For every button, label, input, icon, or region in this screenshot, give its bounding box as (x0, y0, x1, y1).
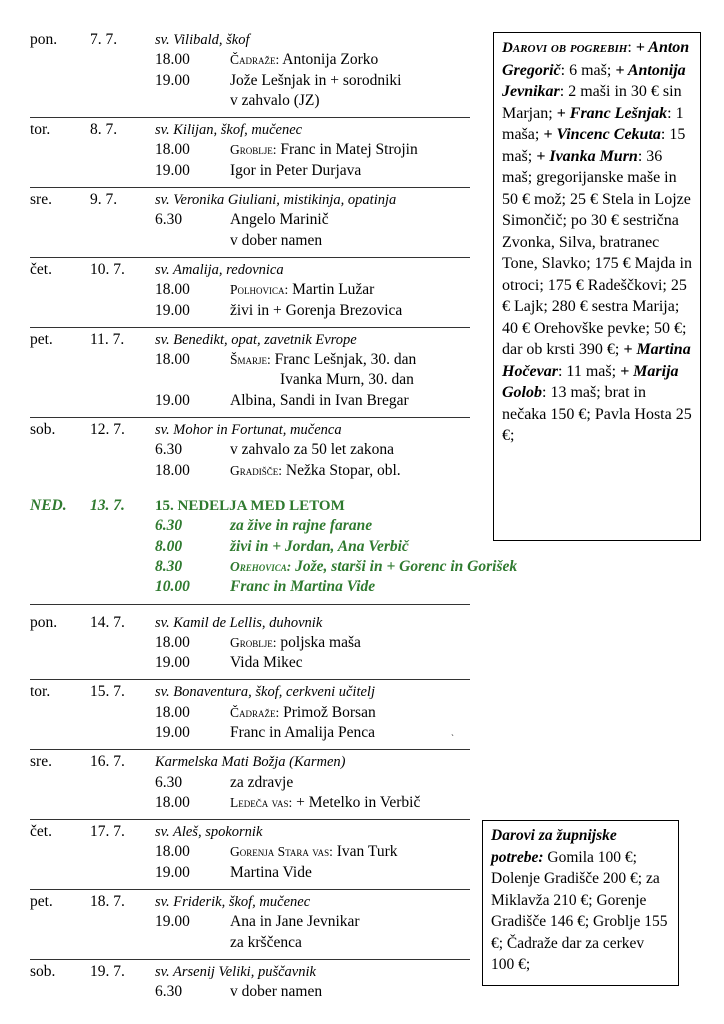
intention-text: Vida Mikec (230, 654, 303, 672)
mass-intention (230, 982, 322, 1002)
date: 8. 7. (90, 121, 118, 139)
mass-time: 18.00 (155, 351, 190, 369)
parish-donations-text: Gomila 100 €; Dolenje Gradišče 200 €; za Miklavža 210 €; Gorenje Gradišče 146 €; Groblje 155 €; Čadraže dar za cerkev 100 €; (491, 848, 668, 973)
day-of-week: sre. (30, 753, 52, 771)
mass-time: 6.30 (155, 517, 183, 535)
mass-intention (230, 71, 401, 91)
intention-text: v dober namen (230, 231, 323, 249)
mass-intention (230, 50, 378, 70)
mass-intention (230, 516, 372, 536)
date: 13. 7. (90, 497, 125, 514)
mass-intention (230, 461, 401, 481)
intention-text: Martina Vide (230, 863, 312, 881)
intention-text: v zahvalo za 50 let zakona (230, 441, 394, 459)
mass-intention (230, 161, 361, 181)
saint-of-day: sv. Arsenij Veliki, puščavnik (155, 964, 316, 980)
intention-text: Ivanka Murn, 30. dan (280, 371, 414, 389)
funeral-donations-title: Darovi ob pogrebih (502, 40, 628, 56)
mass-intention (230, 350, 416, 370)
donation-text: : 1 maša; (502, 104, 684, 143)
mass-intention (230, 912, 360, 932)
intention-text: Franc in Amalija Penca (230, 723, 376, 741)
intention-text: živi in + Jordan, Ana Verbič (230, 537, 409, 555)
intention-text: Ivan Turk (336, 843, 398, 861)
mass-time: 19.00 (155, 391, 190, 409)
mass-time: 10.00 (155, 578, 190, 596)
mass-intention (230, 773, 293, 793)
mass-time: 18.00 (155, 703, 190, 721)
mass-time: 19.00 (155, 161, 190, 179)
deceased-name: + Franc Lešnjak (556, 104, 668, 122)
intention-text: za žive in rajne farane (230, 517, 373, 535)
stray-mark: ˏ (451, 726, 454, 736)
date: 12. 7. (90, 421, 125, 439)
deceased-name: + Vincenc Cekuta (543, 126, 661, 143)
donation-text: : 11 maš; (557, 362, 621, 380)
mass-intention (230, 703, 376, 723)
intention-text: Ana in Jane Jevnikar (230, 913, 360, 931)
mass-time: 8.30 (155, 557, 183, 575)
donation-text: : 36 maš; gregorijanske maše in 50 € mož; 25 € Stela in Lojze Simončič; po 30 € sestrična Zvonka, Silva, bratranec Tone, Slavko; 175 € Majda in otroci; 175 € Radeščkovi; 25 € Lajk; 280 € sestra Marija; 40 € Orehovške pevke; 50 €; dar ob krsti 390 €; (502, 147, 692, 358)
mass-location: Groblje: (230, 634, 277, 650)
intention-text: + Metelko in Verbič (296, 793, 421, 811)
saint-of-day: sv. Mohor in Fortunat, mučenca (155, 422, 342, 439)
intention-text: Albina, Sandi in Ivan Bregar (230, 391, 409, 409)
mass-intention (230, 863, 312, 883)
date: 9. 7. (90, 191, 118, 209)
mass-intention (230, 653, 303, 673)
mass-intention (230, 391, 409, 411)
saint-of-day: sv. Benedikt, opat, zavetnik Evrope (155, 331, 357, 348)
mass-time: 18.00 (155, 633, 190, 651)
day-of-week: pon. (30, 613, 58, 631)
donation-text: : (627, 39, 636, 56)
mass-intention (230, 537, 409, 557)
mass-time: 19.00 (155, 913, 190, 931)
saint-of-day: sv. Veronika Giuliani, mistikinja, opatinja (155, 192, 397, 209)
donation-text: : 13 maš; brat in nečaka 150 €; Pavla Hosta 25 €; (502, 384, 692, 444)
mass-time: 18.00 (155, 793, 190, 811)
mass-location: Čadraže: (230, 52, 280, 68)
mass-time: 18.00 (155, 51, 190, 69)
mass-location: Šmarje: (230, 352, 271, 368)
mass-time: 8.00 (155, 537, 183, 555)
day-of-week: pet. (30, 893, 53, 911)
date: 10. 7. (90, 261, 125, 278)
mass-location: Ledeča vas: (230, 794, 293, 810)
day-block (30, 682, 470, 750)
mass-location: Groblje: (230, 142, 277, 158)
mass-intention (230, 440, 394, 460)
day-of-week: sob. (30, 421, 56, 439)
saint-of-day: sv. Vilibald, škof (155, 32, 250, 48)
parish-donations-box (482, 820, 679, 986)
mass-time: 19.00 (155, 71, 190, 89)
mass-location: Gradišče: (230, 462, 283, 478)
mass-time: 6.30 (155, 441, 183, 459)
day-block (30, 752, 470, 820)
sunday-title: 15. NEDELJA MED LETOM (155, 498, 345, 514)
day-block (30, 190, 470, 258)
intention-text: v zahvalo (JZ) (230, 91, 320, 109)
mass-intention (230, 140, 418, 160)
day-of-week: sre. (30, 191, 52, 209)
date: 15. 7. (90, 683, 125, 701)
mass-intention (230, 301, 402, 321)
intention-text: Antonija Zorko (282, 51, 379, 69)
deceased-name: + Antonija Jevnikar (502, 61, 686, 100)
day-of-week: tor. (30, 121, 51, 139)
mass-location: Orehovica: (230, 558, 292, 574)
mass-intention (230, 842, 398, 862)
day-of-week: sob. (30, 963, 56, 980)
day-of-week: pet. (30, 330, 53, 348)
mass-intention (230, 280, 374, 300)
intention-text: v dober namen (230, 983, 323, 1001)
mass-time: 18.00 (155, 461, 190, 479)
date: 19. 7. (90, 963, 125, 980)
saint-of-day: sv. Kamil de Lellis, duhovnik (155, 614, 323, 631)
day-of-week: pon. (30, 31, 58, 48)
day-block (30, 613, 470, 681)
deceased-name: + Ivanka Murn (536, 147, 638, 165)
day-block (30, 822, 470, 890)
day-block (30, 120, 470, 188)
intention-text: Nežka Stopar, obl. (285, 461, 401, 479)
mass-intention (230, 577, 375, 597)
date: 11. 7. (90, 330, 125, 348)
donation-text: : 15 maš; (502, 126, 686, 165)
mass-time: 19.00 (155, 723, 190, 741)
intention-text: Franc in Matej Strojin (280, 141, 418, 159)
date: 18. 7. (90, 893, 125, 911)
intention-text: za krščenca (230, 933, 302, 951)
intention-text: Franc Lešnjak, 30. dan (274, 351, 417, 369)
date: 16. 7. (90, 753, 125, 771)
day-block (30, 420, 470, 487)
mass-intention (230, 557, 517, 577)
day-of-week: NED. (30, 497, 67, 514)
mass-intention (230, 633, 361, 653)
sunday-block (30, 496, 518, 605)
intention-text: poljska maša (280, 633, 361, 651)
saint-of-day: sv. Kilijan, škof, mučenec (155, 122, 303, 139)
intention-text: za zdravje (230, 773, 294, 791)
donation-text: : 6 maš; (560, 61, 616, 79)
saint-of-day: sv. Friderik, škof, mučenec (155, 894, 311, 911)
mass-time: 19.00 (155, 654, 190, 672)
date: 7. 7. (90, 31, 118, 48)
intention-text: Angelo Marinič (230, 211, 329, 229)
deceased-name: + Anton Gregorič (502, 39, 690, 79)
donation-text: : 2 maši in 30 € sin Marjan; (502, 83, 682, 122)
day-of-week: čet. (30, 823, 52, 841)
mass-time: 19.00 (155, 863, 190, 881)
mass-location: Gorenja Stara vas: (230, 844, 333, 860)
day-block (30, 260, 470, 328)
intention-text: Primož Borsan (283, 703, 376, 721)
intention-text: Igor in Peter Durjava (230, 161, 362, 179)
mass-intention (230, 723, 375, 743)
date: 14. 7. (90, 613, 125, 631)
day-block (30, 892, 470, 960)
intention-text: Jože, starši in + Gorenc in Gorišek (295, 557, 518, 575)
saint-of-day: sv. Aleš, spokornik (155, 824, 263, 841)
mass-time: 6.30 (155, 983, 183, 1001)
intention-text: živi in + Gorenja Brezovica (230, 301, 403, 319)
mass-time: 18.00 (155, 281, 190, 299)
mass-intention (230, 793, 420, 813)
intention-text: Jože Lešnjak in + sorodniki (230, 71, 402, 89)
mass-location: Polhovica: (230, 282, 289, 298)
saint-of-day: sv. Amalija, redovnica (155, 262, 284, 278)
parish-donations-title: Darovi za župnijske potrebe: (491, 827, 617, 866)
deceased-name: + Martina Hočevar (502, 341, 691, 380)
mass-time: 18.00 (155, 141, 190, 159)
mass-intention (280, 370, 414, 390)
mass-intention (230, 933, 302, 953)
mass-time: 18.00 (155, 843, 190, 861)
mass-time: 19.00 (155, 301, 190, 319)
mass-intention (230, 210, 329, 230)
day-block (30, 330, 470, 418)
day-of-week: tor. (30, 683, 51, 701)
mass-intention (230, 231, 322, 251)
mass-location: Čadraže: (230, 704, 280, 720)
day-block (30, 30, 470, 118)
mass-time: 6.30 (155, 773, 183, 791)
intention-text: Franc in Martina Vide (230, 578, 376, 596)
intention-text: Martin Lužar (292, 281, 375, 299)
day-of-week: čet. (30, 261, 52, 278)
mass-time: 6.30 (155, 211, 183, 229)
deceased-name: + Marija Golob (502, 362, 679, 401)
date: 17. 7. (90, 823, 125, 841)
funeral-donations-box (493, 32, 701, 541)
saint-of-day: Karmelska Mati Božja (Karmen) (155, 754, 346, 771)
day-block (30, 962, 470, 1009)
saint-of-day: sv. Bonaventura, škof, cerkveni učitelj (155, 684, 375, 701)
mass-intention (230, 91, 320, 111)
